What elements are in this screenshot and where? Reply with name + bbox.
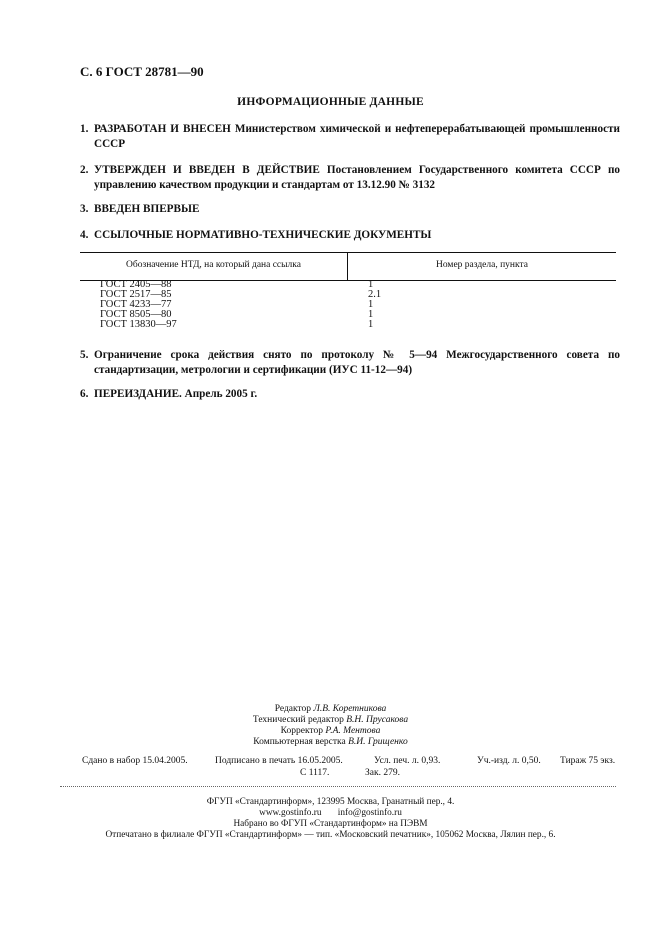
page-header: С. 6 ГОСТ 28781—90: [80, 64, 204, 79]
item-lead: ВВЕДЕН ВПЕРВЫЕ: [94, 203, 200, 215]
page-title: ИНФОРМАЦИОННЫЕ ДАННЫЕ: [237, 96, 424, 108]
item-number: 5.: [80, 349, 89, 361]
row-document: ГОСТ 2517—85: [100, 289, 172, 300]
editor-name: Л.В. Коретникова: [313, 704, 387, 714]
separator-line: [60, 786, 616, 787]
imprint-editor: [0, 704, 661, 715]
print-info-line-2: [82, 768, 618, 779]
table-header-document: Обозначение НТД, на который дана ссылка: [126, 260, 301, 270]
list-item: [80, 228, 620, 243]
item-number: 3.: [80, 203, 89, 215]
list-item: [80, 387, 620, 402]
tech-editor-label: Технический редактор: [252, 715, 344, 725]
footer-typeset: Набрано во ФГУП «Стандартинформ» на ПЭВМ: [233, 819, 428, 829]
row-document: ГОСТ 8505—80: [100, 309, 172, 320]
layout-label: Компьютерная верстка: [253, 737, 346, 747]
item-number: 1.: [80, 123, 89, 135]
corrector-name: Р.А. Ментова: [325, 726, 381, 736]
row-section: 1: [368, 319, 374, 330]
row-document: ГОСТ 13830—97: [100, 319, 177, 330]
print-sheets: Усл. печ. л. 0,93.: [374, 756, 441, 766]
row-section: 1: [368, 299, 374, 310]
print-info-line: [82, 756, 618, 767]
row-section: 1: [368, 309, 374, 320]
corrector-label: Корректор: [280, 726, 324, 736]
list-item: [80, 348, 620, 378]
item-text: Ограничение срока действия снято по протоколу № 5—94 Межгосударственного совета по стандартизации, метрологии и сертификации (ИУС 11-12—94): [94, 349, 620, 376]
footer-publisher: ФГУП «Стандартинформ», 123995 Москва, Гранатный пер., 4.: [206, 797, 455, 807]
item-text: Постановлением Государственного комитета СССР по управлению качеством продукции и стандартам от 13.12.90 № 3132: [94, 164, 620, 191]
layout-name: В.И. Грищенко: [348, 737, 408, 747]
item-text: Министерством химической и нефтеперерабатывающей промышленности СССР: [94, 123, 620, 150]
item-lead: ССЫЛОЧНЫЕ НОРМАТИВНО-ТЕХНИЧЕСКИЕ ДОКУМЕНТЫ: [94, 229, 432, 241]
table-header-section: Номер раздела, пункта: [436, 260, 528, 270]
s-number: С 1117.: [300, 768, 330, 778]
row-document: ГОСТ 4233—77: [100, 299, 172, 310]
list-item: [80, 122, 620, 152]
item-lead: РАЗРАБОТАН И ВНЕСЕН: [94, 123, 231, 135]
imprint-corrector: [0, 726, 661, 737]
footer-printed: Отпечатано в филиале ФГУП «Стандартинформ» — тип. «Московский печатник», 105062 Москва, Лялин пер., 6.: [105, 830, 556, 840]
print-run: Тираж 75 экз.: [560, 756, 616, 766]
item-text: Апрель 2005 г.: [181, 388, 258, 400]
editor-label: Редактор: [274, 704, 312, 714]
imprint-layout: [0, 737, 661, 748]
row-document: ГОСТ 2405—88: [100, 279, 172, 290]
signed-for-print: Подписано в печать 16.05.2005.: [215, 756, 343, 766]
order-number: Зак. 279.: [365, 768, 400, 778]
list-item: [80, 202, 620, 217]
item-lead: УТВЕРЖДЕН И ВВЕДЕН В ДЕЙСТВИЕ: [94, 164, 320, 176]
sent-to-typesetting: Сдано в набор 15.04.2005.: [82, 756, 188, 766]
footer-contacts: [0, 808, 661, 819]
row-section: 1: [368, 279, 374, 290]
item-lead: ПЕРЕИЗДАНИЕ.: [94, 388, 182, 400]
footer-email[interactable]: info@gostinfo.ru: [337, 808, 402, 818]
item-number: 6.: [80, 388, 89, 400]
footer-website[interactable]: www.gostinfo.ru: [259, 808, 322, 818]
item-number: 2.: [80, 164, 89, 176]
row-section: 2.1: [368, 289, 382, 300]
imprint-tech-editor: [0, 715, 661, 726]
publishing-sheets: Уч.-изд. л. 0,50.: [477, 756, 541, 766]
list-item: [80, 163, 620, 193]
table-row: [80, 320, 616, 330]
table-top-rule: [80, 252, 616, 253]
item-number: 4.: [80, 229, 89, 241]
tech-editor-name: В.Н. Прусакова: [346, 715, 409, 725]
